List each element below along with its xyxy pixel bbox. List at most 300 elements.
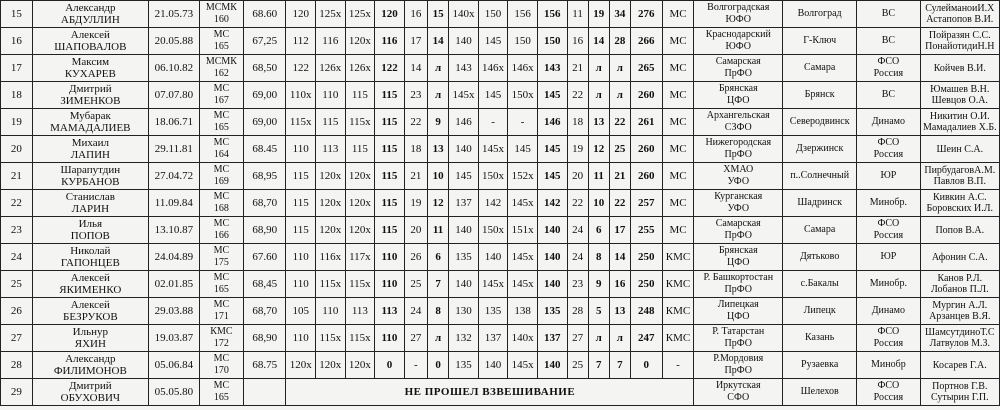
snatch-best: 122 <box>375 55 405 82</box>
rank: КМС <box>210 326 233 337</box>
rank-cell <box>199 244 243 271</box>
district: УФО <box>727 176 750 187</box>
coach-cell <box>920 28 999 55</box>
cj-place: 11 <box>567 1 588 28</box>
snatch-attempt-3: 115 <box>345 136 375 163</box>
snatch-points: 15 <box>428 1 449 28</box>
rank-cell <box>199 55 243 82</box>
district: ЦФО <box>727 95 750 106</box>
weigh-in-notice: НЕ ПРОШЕЛ ВЗВЕШИВАНИЕ <box>286 379 694 406</box>
athlete-name-cell <box>32 244 148 271</box>
club: ФСО <box>877 326 900 337</box>
rank: МС <box>213 299 230 310</box>
club-cell <box>857 55 920 82</box>
cj-best: 156 <box>537 1 567 28</box>
snatch-points: 7 <box>428 271 449 298</box>
athlete-name-cell <box>32 28 148 55</box>
height: 167 <box>213 95 229 106</box>
athlete-name-cell <box>32 163 148 190</box>
club-cell <box>857 28 920 55</box>
snatch-best: 110 <box>375 271 405 298</box>
snatch-points: л <box>428 325 449 352</box>
height: 165 <box>213 284 229 295</box>
coach-cell <box>920 136 999 163</box>
rank-cell <box>199 352 243 379</box>
club-sub: Россия <box>873 392 904 403</box>
athlete-name-cell <box>32 217 148 244</box>
cj-attempt-3: 145х <box>508 352 538 379</box>
cj-best: 145 <box>537 136 567 163</box>
table-row <box>1 379 1000 406</box>
city-cell: Самара <box>783 55 857 82</box>
total-points: 22 <box>609 109 630 136</box>
cj-attempt-1: 140 <box>449 217 479 244</box>
cj-attempt-1: 135 <box>449 352 479 379</box>
cj-points: л <box>588 82 609 109</box>
district: ЦФО <box>727 311 750 322</box>
table-row <box>1 325 1000 352</box>
snatch-attempt-3: 125х <box>345 1 375 28</box>
snatch-points: 13 <box>428 136 449 163</box>
bodyweight-cell: 69,00 <box>244 109 286 136</box>
coach-2: ПонайотидиН.Н <box>925 41 995 52</box>
cj-attempt-1: 146 <box>449 109 479 136</box>
club-cell <box>857 190 920 217</box>
city-cell: п..Солнечный <box>783 163 857 190</box>
cj-attempt-1: 132 <box>449 325 479 352</box>
coach-2: Сутырин Г.П. <box>930 392 989 403</box>
place-cell: 27 <box>1 325 33 352</box>
snatch-place: 17 <box>404 28 427 55</box>
coach-2: Боровских И.Л. <box>926 203 994 214</box>
snatch-attempt-1: 115 <box>286 217 316 244</box>
coach-cell <box>920 55 999 82</box>
district: ПрФО <box>724 365 752 376</box>
table-row <box>1 55 1000 82</box>
snatch-place: 14 <box>404 55 427 82</box>
city-cell: Шадринск <box>783 190 857 217</box>
cj-points: л <box>588 55 609 82</box>
rank: МС <box>213 353 230 364</box>
cj-attempt-1: 137 <box>449 190 479 217</box>
cj-place: 21 <box>567 55 588 82</box>
region-cell <box>694 217 783 244</box>
rank-achieved: - <box>662 352 694 379</box>
table-row <box>1 244 1000 271</box>
coach-cell <box>920 298 999 325</box>
cj-best: 140 <box>537 352 567 379</box>
rank-cell <box>199 271 243 298</box>
snatch-attempt-3: 117х <box>345 244 375 271</box>
birth-date-cell: 11.09.84 <box>148 190 199 217</box>
district: ПрФО <box>724 149 752 160</box>
snatch-place: 18 <box>404 136 427 163</box>
first-name: Дмитрий <box>69 380 112 392</box>
cj-best: 140 <box>537 217 567 244</box>
region-cell <box>694 298 783 325</box>
height: 160 <box>213 14 229 25</box>
city-cell: с.Бакалы <box>783 271 857 298</box>
coach-2: Латвулов М.З. <box>929 338 990 349</box>
athlete-name-cell <box>32 271 148 298</box>
total-result: 276 <box>630 1 662 28</box>
total-result: 266 <box>630 28 662 55</box>
snatch-points: 0 <box>428 352 449 379</box>
region-cell <box>694 190 783 217</box>
region: Р.Мордовия <box>713 353 764 364</box>
district: ЮФО <box>725 14 752 25</box>
first-name: Мубарак <box>69 110 111 122</box>
table-row <box>1 1 1000 28</box>
rank-achieved: КМС <box>662 325 694 352</box>
snatch-attempt-2: 110 <box>315 298 345 325</box>
snatch-attempt-2: 115 <box>315 109 345 136</box>
rank-cell <box>199 217 243 244</box>
region: Нижегородская <box>705 137 772 148</box>
total-result: 248 <box>630 298 662 325</box>
district: ПрФО <box>724 68 752 79</box>
total-result: 255 <box>630 217 662 244</box>
cj-attempt-2: 137 <box>478 325 508 352</box>
district: СЗФО <box>724 122 752 133</box>
cj-attempt-1: 135 <box>449 244 479 271</box>
first-name: Дмитрий <box>69 83 112 95</box>
cj-attempt-1: 145 <box>449 163 479 190</box>
cj-points: 12 <box>588 136 609 163</box>
place-cell: 16 <box>1 28 33 55</box>
total-points: 16 <box>609 271 630 298</box>
snatch-place: 24 <box>404 298 427 325</box>
place-cell: 24 <box>1 244 33 271</box>
city-cell: Г-Ключ <box>783 28 857 55</box>
club: ЮР <box>880 251 897 262</box>
city-cell: Брянск <box>783 82 857 109</box>
region: Самарская <box>715 56 761 67</box>
district: ЮФО <box>725 41 752 52</box>
table-row <box>1 298 1000 325</box>
total-points: 17 <box>609 217 630 244</box>
city-cell: Дзержинск <box>783 136 857 163</box>
place-cell: 29 <box>1 379 33 406</box>
cj-attempt-1: 130 <box>449 298 479 325</box>
snatch-best: 110 <box>375 325 405 352</box>
cj-place: 24 <box>567 244 588 271</box>
total-points: л <box>609 55 630 82</box>
bodyweight-cell: 69,00 <box>244 82 286 109</box>
total-result: 250 <box>630 244 662 271</box>
snatch-attempt-3: 120х <box>345 163 375 190</box>
region-cell <box>694 109 783 136</box>
cj-place: 19 <box>567 136 588 163</box>
height: 165 <box>213 392 229 403</box>
cj-attempt-1: 140 <box>449 28 479 55</box>
cj-attempt-3: 151х <box>508 217 538 244</box>
snatch-place: 16 <box>404 1 427 28</box>
snatch-attempt-2: 126х <box>315 55 345 82</box>
snatch-attempt-3: 115х <box>345 109 375 136</box>
district: ПрФО <box>724 338 752 349</box>
snatch-attempt-1: 105 <box>286 298 316 325</box>
cj-best: 145 <box>537 163 567 190</box>
height: 171 <box>213 311 229 322</box>
snatch-attempt-3: 120х <box>345 190 375 217</box>
coach-1: Портнов Г.В. <box>932 381 988 392</box>
last-name: ЯХИН <box>74 338 106 350</box>
snatch-attempt-2: 110 <box>315 82 345 109</box>
last-name: АБДУЛЛИН <box>60 14 120 26</box>
total-points: 34 <box>609 1 630 28</box>
birth-date-cell: 20.05.88 <box>148 28 199 55</box>
coach-1: Попов В.А. <box>935 224 985 236</box>
region: Краснодарский <box>705 29 771 40</box>
coach-1: Канов Р.Л. <box>937 273 983 284</box>
place-cell: 19 <box>1 109 33 136</box>
last-name: ОБУХОВИЧ <box>60 392 121 404</box>
rank-achieved: МС <box>662 217 694 244</box>
table-row <box>1 163 1000 190</box>
last-name: ЛАПИН <box>70 149 110 161</box>
coach-1: Шеин С.А. <box>936 143 984 155</box>
bodyweight-cell: 68,70 <box>244 298 286 325</box>
cj-best: 140 <box>537 271 567 298</box>
place-cell: 26 <box>1 298 33 325</box>
club-sub: Россия <box>873 338 904 349</box>
snatch-attempt-3: 126х <box>345 55 375 82</box>
results-body <box>1 1 1000 406</box>
coach-2: Павлов В.П. <box>933 176 986 187</box>
bodyweight-cell: 68,50 <box>244 55 286 82</box>
cj-attempt-2: 146х <box>478 55 508 82</box>
table-row <box>1 190 1000 217</box>
rank: МС <box>213 137 230 148</box>
total-result: 260 <box>630 82 662 109</box>
rank-cell <box>199 28 243 55</box>
rank-achieved: МС <box>662 1 694 28</box>
coach-cell <box>920 190 999 217</box>
bodyweight-cell: 68.45 <box>244 136 286 163</box>
rank-cell <box>199 136 243 163</box>
snatch-attempt-1: 115 <box>286 163 316 190</box>
coach-cell <box>920 352 999 379</box>
first-name: Максим <box>71 56 110 68</box>
last-name: ШАПОВАЛОВ <box>54 41 127 53</box>
snatch-place: 26 <box>404 244 427 271</box>
first-name: Алексей <box>70 299 110 311</box>
club: Минобр. <box>869 197 907 208</box>
bodyweight-cell: 67,25 <box>244 28 286 55</box>
first-name: Илья <box>78 218 103 230</box>
coach-cell <box>920 325 999 352</box>
snatch-best: 120 <box>375 1 405 28</box>
cj-points: 11 <box>588 163 609 190</box>
height: 172 <box>213 338 229 349</box>
club-sub: Россия <box>873 149 904 160</box>
bodyweight-cell <box>244 379 286 406</box>
rank-achieved: МС <box>662 136 694 163</box>
cj-attempt-1: 145х <box>449 82 479 109</box>
birth-date-cell: 21.05.73 <box>148 1 199 28</box>
city-cell: Казань <box>783 325 857 352</box>
snatch-place: 19 <box>404 190 427 217</box>
region: Курганская <box>714 191 763 202</box>
rank-cell <box>199 82 243 109</box>
rank-cell <box>199 325 243 352</box>
rank-cell <box>199 190 243 217</box>
cj-points: 8 <box>588 244 609 271</box>
cj-attempt-3: 145х <box>508 244 538 271</box>
snatch-attempt-2: 115х <box>315 325 345 352</box>
last-name: МАМАДАЛИЕВ <box>50 122 131 134</box>
last-name: ЯКИМЕНКО <box>59 284 122 296</box>
height: 165 <box>213 41 229 52</box>
city-cell: Волгоград <box>783 1 857 28</box>
snatch-best: 115 <box>375 217 405 244</box>
region: Р. Татарстан <box>712 326 765 337</box>
cj-attempt-3: 156 <box>508 1 538 28</box>
coach-cell <box>920 163 999 190</box>
cj-attempt-2: 145х <box>478 136 508 163</box>
cj-place: 22 <box>567 190 588 217</box>
rank: МС <box>213 380 230 391</box>
snatch-attempt-1: 110х <box>286 82 316 109</box>
table-row <box>1 82 1000 109</box>
region: Волгоградская <box>707 2 770 13</box>
region-cell <box>694 136 783 163</box>
first-name: Николай <box>70 245 111 257</box>
snatch-attempt-1: 122 <box>286 55 316 82</box>
cj-points: 10 <box>588 190 609 217</box>
snatch-best: 115 <box>375 109 405 136</box>
cj-attempt-2: 150х <box>478 217 508 244</box>
snatch-attempt-2: 120х <box>315 190 345 217</box>
snatch-place: 25 <box>404 271 427 298</box>
rank-cell <box>199 379 243 406</box>
cj-place: 20 <box>567 163 588 190</box>
snatch-attempt-2: 116 <box>315 28 345 55</box>
snatch-points: 8 <box>428 298 449 325</box>
birth-date-cell: 19.03.87 <box>148 325 199 352</box>
cj-attempt-2: 140 <box>478 244 508 271</box>
rank-achieved: МС <box>662 190 694 217</box>
height: 175 <box>213 257 229 268</box>
rank: МСМК <box>205 2 237 13</box>
total-points: 22 <box>609 190 630 217</box>
coach-1: Кивкин А.С. <box>932 192 987 203</box>
cj-attempt-2: 142 <box>478 190 508 217</box>
last-name: ФИЛИМОНОВ <box>53 365 127 377</box>
first-name: Михаил <box>71 137 109 149</box>
snatch-points: 6 <box>428 244 449 271</box>
coach-1: СулейманоиИ.Х <box>925 3 995 14</box>
snatch-best: 115 <box>375 82 405 109</box>
cj-attempt-1: 140 <box>449 136 479 163</box>
snatch-attempt-1: 115х <box>286 109 316 136</box>
athlete-name-cell <box>32 136 148 163</box>
first-name: Александр <box>65 353 116 365</box>
first-name: Алексей <box>70 29 110 41</box>
region-cell <box>694 325 783 352</box>
cj-attempt-3: 145х <box>508 190 538 217</box>
birth-date-cell: 02.01.85 <box>148 271 199 298</box>
region-cell <box>694 28 783 55</box>
city-cell: Липецк <box>783 298 857 325</box>
athlete-name-cell <box>32 55 148 82</box>
height: 170 <box>213 365 229 376</box>
rank: МС <box>213 245 230 256</box>
total-result: 265 <box>630 55 662 82</box>
club-cell <box>857 82 920 109</box>
athlete-name-cell <box>32 325 148 352</box>
rank: МСМК <box>205 56 237 67</box>
height: 168 <box>213 203 229 214</box>
total-points: л <box>609 325 630 352</box>
coach-1: ШамсутдиноТ.С <box>925 327 995 338</box>
snatch-best: 116 <box>375 28 405 55</box>
snatch-best: 113 <box>375 298 405 325</box>
club: ВС <box>881 8 896 19</box>
snatch-place: 23 <box>404 82 427 109</box>
snatch-place: 27 <box>404 325 427 352</box>
rank: МС <box>213 83 230 94</box>
height: 164 <box>213 149 229 160</box>
birth-date-cell: 07.07.80 <box>148 82 199 109</box>
bodyweight-cell: 68.60 <box>244 1 286 28</box>
total-result: 261 <box>630 109 662 136</box>
coach-2: Шевцов О.А. <box>931 95 988 106</box>
athlete-name-cell <box>32 109 148 136</box>
district: СФО <box>727 392 750 403</box>
region-cell <box>694 379 783 406</box>
table-row <box>1 217 1000 244</box>
cj-best: 137 <box>537 325 567 352</box>
coach-cell <box>920 109 999 136</box>
rank-achieved: МС <box>662 109 694 136</box>
club-sub: Россия <box>873 230 904 241</box>
rank: МС <box>213 164 230 175</box>
region-cell <box>694 82 783 109</box>
club-cell <box>857 325 920 352</box>
cj-best: 140 <box>537 244 567 271</box>
snatch-points: 12 <box>428 190 449 217</box>
total-points: 21 <box>609 163 630 190</box>
coach-2: Мамадалиев Х.Б. <box>922 122 997 133</box>
cj-points: 6 <box>588 217 609 244</box>
snatch-attempt-1: 120х <box>286 352 316 379</box>
coach-1: Мургин А.Л. <box>932 300 988 311</box>
place-cell: 15 <box>1 1 33 28</box>
birth-date-cell: 27.04.72 <box>148 163 199 190</box>
snatch-attempt-1: 110 <box>286 136 316 163</box>
club: ФСО <box>877 380 900 391</box>
cj-best: 150 <box>537 28 567 55</box>
region: Иркутская <box>715 380 761 391</box>
snatch-attempt-3: 120х <box>345 217 375 244</box>
cj-attempt-2: 145 <box>478 82 508 109</box>
bodyweight-cell: 68,70 <box>244 190 286 217</box>
height: 166 <box>213 230 229 241</box>
city-cell: Дятьково <box>783 244 857 271</box>
snatch-attempt-2: 113 <box>315 136 345 163</box>
place-cell: 23 <box>1 217 33 244</box>
region: Архангельская <box>706 110 770 121</box>
total-result: 0 <box>630 352 662 379</box>
region-cell <box>694 1 783 28</box>
club-cell <box>857 244 920 271</box>
bodyweight-cell: 68.75 <box>244 352 286 379</box>
cj-attempt-3: 152х <box>508 163 538 190</box>
total-points: 7 <box>609 352 630 379</box>
snatch-attempt-1: 112 <box>286 28 316 55</box>
